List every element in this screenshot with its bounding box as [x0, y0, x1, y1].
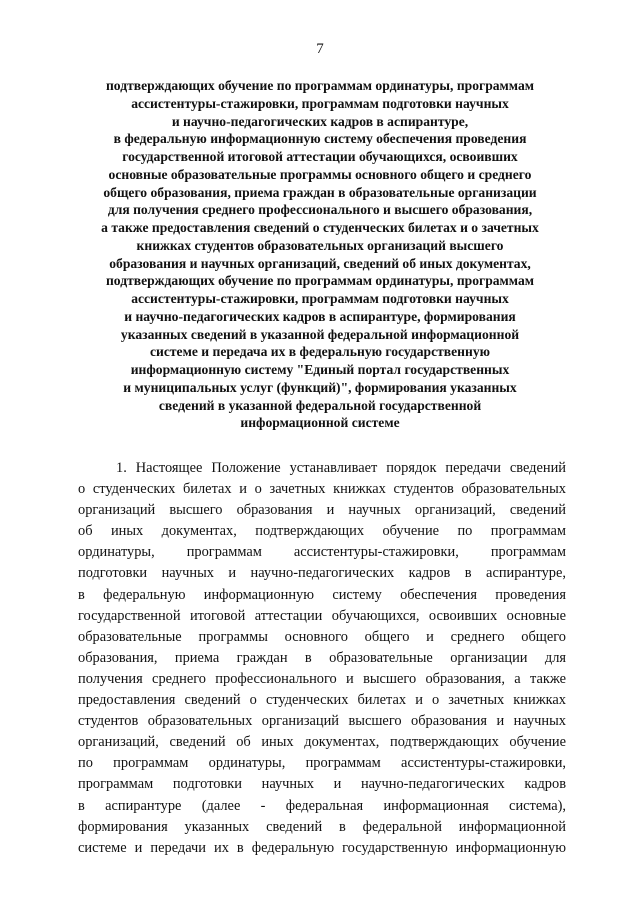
- heading-line: и научно-педагогических кадров в аспирантуре, формирования: [124, 308, 516, 324]
- heading-line: указанных сведений в указанной федеральной информационной: [120, 326, 520, 342]
- heading-line: книжках студентов образовательных организаций высшего: [136, 237, 504, 253]
- heading-line: образования и научных организаций, сведений об иных документах,: [109, 255, 531, 271]
- heading-line: и муниципальных услуг (функций)", формирования указанных: [123, 379, 517, 395]
- page-number: 7: [316, 41, 324, 57]
- heading-line: ассистентуры-стажировки, программам подготовки научных: [131, 291, 509, 306]
- heading-line: подтверждающих обучение по программам ординатуры, программам: [105, 78, 535, 93]
- heading-line: в федеральную информационную систему обеспечения проведения: [113, 131, 527, 147]
- body-line: формирования указанных сведений в федеральной информационной: [78, 818, 566, 835]
- heading-line: сведений в указанной федеральной государственной: [158, 397, 482, 413]
- heading-line: а также предоставления сведений о студенческих билетах и о зачетных: [101, 220, 539, 235]
- body-line: государственной итоговой аттестации обучающихся, освоивших основные: [78, 607, 566, 624]
- body-line: системе и передачи их в федеральную государственную информационную: [78, 839, 566, 856]
- body-line: в аспирантуре (далее - федеральная информационная система),: [78, 797, 566, 814]
- body-line: программам подготовки научных и научно-педагогических кадров: [78, 776, 566, 793]
- heading-line: и научно-педагогических кадров в аспирантуре,: [171, 113, 469, 129]
- body-line: по программам ординатуры, программам ассистентуры-стажировки,: [78, 755, 566, 772]
- body-line: организаций, сведений об иных документах, подтверждающих обучение: [78, 734, 566, 751]
- heading-line: общего образования, приема граждан в образовательные организации: [103, 184, 537, 200]
- body-line: 1. Настоящее Положение устанавливает порядок передачи сведений: [116, 460, 566, 476]
- body-line: в федеральную информационную систему обеспечения проведения: [78, 586, 566, 603]
- heading-line: информационную систему "Единый портал государственных: [130, 362, 510, 377]
- body-line: организаций высшего образования и научных организаций, сведений: [78, 502, 566, 519]
- heading-line: информационной системе: [240, 415, 400, 431]
- document-heading: [60, 77, 580, 432]
- body-line: получения среднего профессионального и высшего образования, а также: [78, 670, 566, 687]
- heading-line: для получения среднего профессионального и высшего образования,: [107, 202, 533, 218]
- heading-line: ассистентуры-стажировки, программам подготовки научных: [131, 95, 509, 111]
- body-line: образования, приема граждан в образовательные организации для: [78, 649, 566, 666]
- body-line: о студенческих билетах и о зачетных книжках студентов образовательных: [78, 481, 566, 498]
- body-line: студентов образовательных организаций высшего образования и научных: [78, 713, 566, 730]
- body-line: об иных документах, подтверждающих обучение по программам: [78, 523, 566, 540]
- body-paragraph: [78, 458, 566, 859]
- heading-line: системе и передача их в федеральную государственную: [149, 344, 491, 360]
- heading-line: подтверждающих обучение по программам ординатуры, программам: [105, 273, 535, 289]
- heading-line: основные образовательные программы основного общего и среднего: [108, 166, 532, 182]
- body-line: подготовки научных и научно-педагогических кадров в аспирантуре,: [78, 565, 566, 582]
- body-line: предоставления сведений о студенческих билетах и о зачетных книжках: [78, 692, 566, 709]
- heading-line: государственной итоговой аттестации обучающихся, освоивших: [122, 149, 518, 164]
- body-line: ординатуры, программам ассистентуры-стажировки, программам: [78, 544, 566, 561]
- body-line: образовательные программы основного общего и среднего общего: [78, 628, 566, 645]
